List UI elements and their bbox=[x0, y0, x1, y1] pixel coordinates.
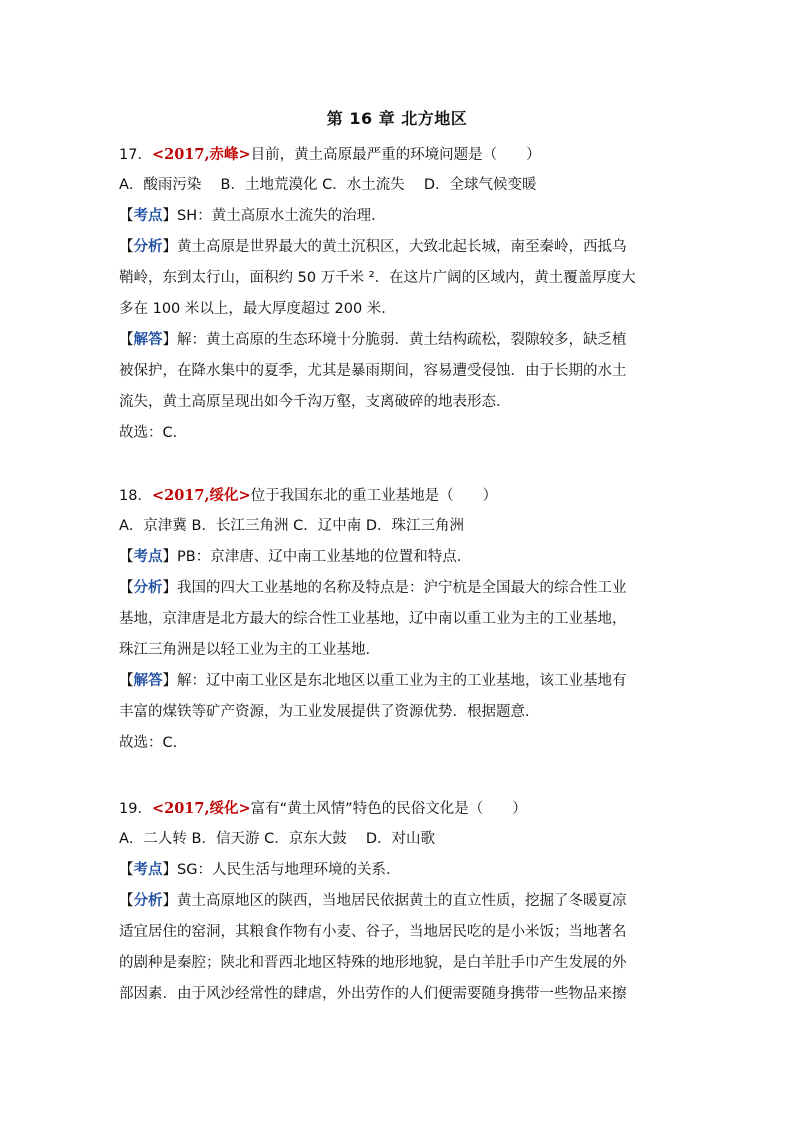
chapter-title: 第 16 章 北方地区 bbox=[326, 109, 468, 128]
jieda-label: 解答 bbox=[133, 332, 163, 348]
kaodian-text: SG：人民生活与地理环境的关系． bbox=[177, 862, 401, 878]
fenxi-text: 多在 100 米以上，最大厚度超过 200 米． bbox=[119, 301, 396, 317]
jieda-text: 解：黄土高原的生态环境十分脆弱．黄土结构疏松，裂隙较多，缺乏植 bbox=[177, 332, 627, 348]
jieda-label: 解答 bbox=[133, 673, 163, 689]
jieda-line: 【解答】解：黄土高原的生态环境十分脆弱．黄土结构疏松，裂隙较多，缺乏植 bbox=[119, 332, 627, 348]
fenxi-line: 【分析】黄土高原地区的陕西，当地居民依据黄土的直立性质，挖掘了冬暖夏凉 bbox=[119, 893, 627, 909]
answer: 故选：C． bbox=[119, 425, 188, 441]
fenxi-text: 基地，京津唐是北方最大的综合性工业基地，辽中南以重工业为主的工业基地， bbox=[119, 611, 627, 627]
fenxi-text: 鞘岭，东到太行山，面积约 50 万千米 ²．在这片广阔的区域内，黄土覆盖厚度大 bbox=[119, 270, 636, 286]
question-text: 目前，黄土高原最严重的环境问题是（ ） bbox=[250, 147, 541, 163]
kaodian-line: 【考点】SH：黄土高原水土流失的治理． bbox=[119, 208, 386, 224]
question-text: 位于我国东北的重工业基地是（ ） bbox=[250, 488, 498, 504]
kaodian-label: 考点 bbox=[133, 208, 163, 224]
kaodian-label: 考点 bbox=[133, 862, 163, 878]
fenxi-text: 我国的四大工业基地的名称及特点是：沪宁杭是全国最大的综合性工业 bbox=[177, 580, 627, 596]
question-18 bbox=[119, 480, 675, 759]
jieda-text: 流失，黄土高原呈现出如今千沟万壑，支离破碎的地表形态． bbox=[119, 394, 511, 410]
fenxi-text: 的剧种是秦腔；陕北和晋西北地区特殊的地形地貌，是白羊肚手巾产生发展的外 bbox=[119, 955, 627, 971]
question-17 bbox=[119, 139, 675, 449]
answer: 故选：C． bbox=[119, 735, 188, 751]
source-tag: <2017,赤峰> bbox=[151, 146, 251, 163]
kaodian-line: 【考点】PB：京津唐、辽中南工业基地的位置和特点． bbox=[119, 549, 472, 565]
question-number: 18． bbox=[119, 488, 152, 504]
question-stem bbox=[119, 480, 675, 511]
kaodian-label: 考点 bbox=[133, 549, 163, 565]
fenxi-label: 分析 bbox=[133, 580, 163, 596]
fenxi-text: 黄土高原是世界最大的黄土沉积区，大致北起长城，南至秦岭，西抵乌 bbox=[177, 239, 627, 255]
source-tag: <2017,绥化> bbox=[151, 800, 251, 817]
question-text: 富有“黄土风情”特色的民俗文化是（ ） bbox=[250, 801, 527, 817]
options: A．二人转 B．信天游 C．京东大鼓 D．对山歌 bbox=[119, 831, 435, 847]
source-tag: <2017,绥化> bbox=[151, 487, 251, 504]
question-stem bbox=[119, 139, 675, 170]
question-number: 17． bbox=[119, 147, 152, 163]
jieda-text: 丰富的煤铁等矿产资源，为工业发展提供了资源优势．根据题意． bbox=[119, 704, 540, 720]
fenxi-line: 【分析】我国的四大工业基地的名称及特点是：沪宁杭是全国最大的综合性工业 bbox=[119, 580, 627, 596]
jieda-text: 被保护，在降水集中的夏季，尤其是暴雨期间，容易遭受侵蚀．由于长期的水土 bbox=[119, 363, 627, 379]
question-stem bbox=[119, 793, 675, 824]
fenxi-label: 分析 bbox=[133, 239, 163, 255]
fenxi-text: 珠江三角洲是以轻工业为主的工业基地． bbox=[119, 642, 380, 658]
question-19 bbox=[119, 793, 675, 1010]
options: A．酸雨污染 B．土地荒漠化 C．水土流失 D．全球气候变暖 bbox=[119, 177, 537, 193]
jieda-line: 【解答】解：辽中南工业区是东北地区以重工业为主的工业基地，该工业基地有 bbox=[119, 673, 627, 689]
kaodian-line: 【考点】SG：人民生活与地理环境的关系． bbox=[119, 862, 401, 878]
fenxi-label: 分析 bbox=[133, 893, 163, 909]
options: A．京津冀 B．长江三角洲 C．辽中南 D．珠江三角洲 bbox=[119, 518, 464, 534]
fenxi-text: 适宜居住的窑洞，其粮食作物有小麦、谷子，当地居民吃的是小米饭；当地著名 bbox=[119, 924, 627, 940]
kaodian-text: PB：京津唐、辽中南工业基地的位置和特点． bbox=[177, 549, 472, 565]
fenxi-text: 黄土高原地区的陕西，当地居民依据黄土的直立性质，挖掘了冬暖夏凉 bbox=[177, 893, 627, 909]
fenxi-text: 部因素．由于风沙经常性的肆虐，外出劳作的人们便需要随身携带一些物品来擦 bbox=[119, 986, 627, 1002]
kaodian-text: SH：黄土高原水土流失的治理． bbox=[177, 208, 386, 224]
question-number: 19． bbox=[119, 801, 152, 817]
fenxi-line: 【分析】黄土高原是世界最大的黄土沉积区，大致北起长城，南至秦岭，西抵乌 bbox=[119, 239, 627, 255]
jieda-text: 解：辽中南工业区是东北地区以重工业为主的工业基地，该工业基地有 bbox=[177, 673, 627, 689]
